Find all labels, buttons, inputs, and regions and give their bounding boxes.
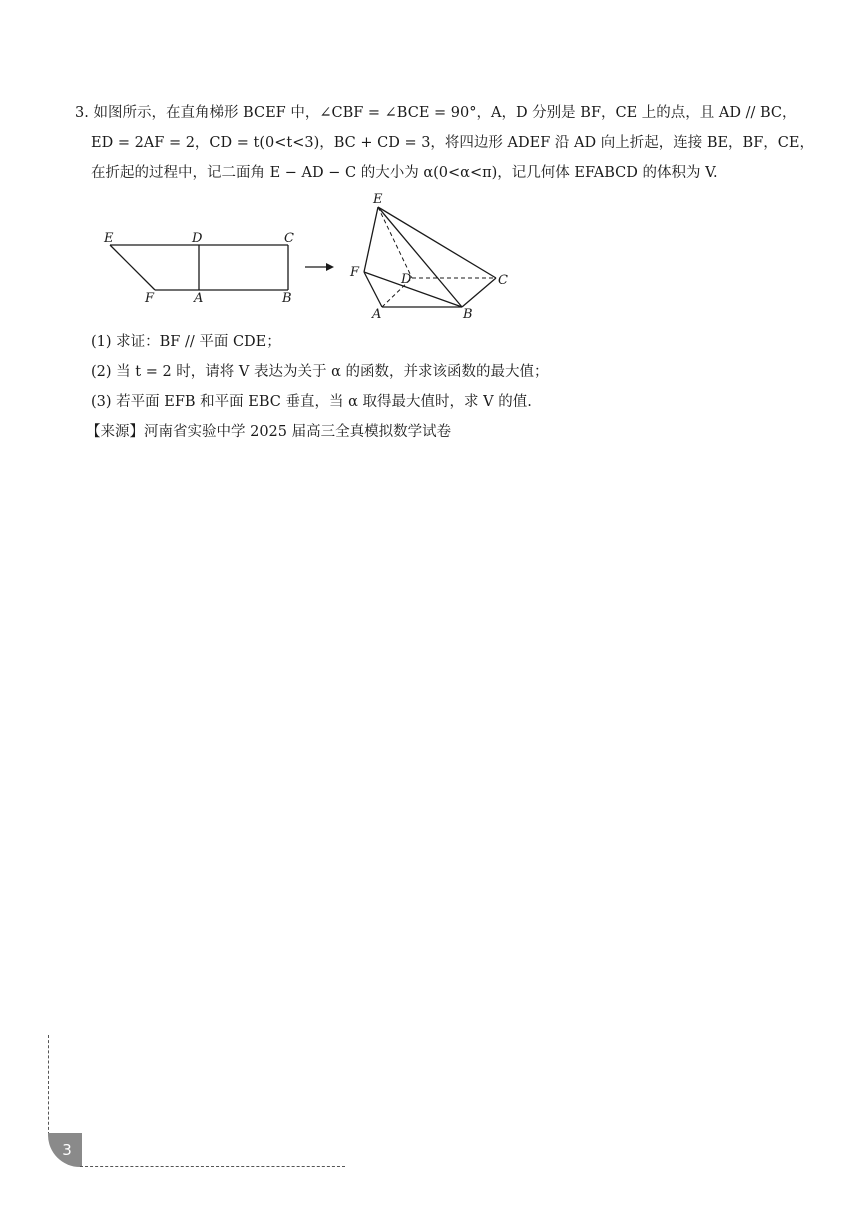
source-note: 【来源】河南省实验中学 2025 届高三全真模拟数学试卷 (86, 424, 452, 440)
page-corner-vertical-divider (48, 1035, 49, 1135)
geometry-figure (0, 0, 868, 340)
label-folded-d: D (401, 272, 412, 287)
edge-ef-folded (364, 207, 378, 272)
sub-question-3: (3) 若平面 EFB 和平面 EBC 垂直，当 α 取得最大值时，求 V 的值. (91, 394, 532, 410)
folded-solid-figure (349, 192, 508, 322)
label-folded-f: F (350, 265, 360, 280)
sub-question-2: (2) 当 t = 2 时，请将 V 表达为关于 α 的函数，并求该函数的最大值； (91, 364, 549, 380)
label-flat-e: E (104, 231, 114, 246)
edge-ef (110, 245, 155, 290)
label-folded-e: E (373, 192, 383, 207)
right-arrow-icon (305, 263, 334, 271)
edge-ec-folded (378, 207, 496, 278)
question-line-1: 3. 如图所示，在直角梯形 BCEF 中，∠CBF = ∠BCE = 90°，A，D 分别是 BF，CE 上的点，且 AD // BC， (75, 105, 797, 121)
label-flat-d: D (192, 231, 203, 246)
label-folded-c: C (498, 273, 508, 288)
label-flat-f: F (145, 291, 155, 306)
page-number-badge: 3 (48, 1133, 82, 1167)
label-flat-b: B (282, 291, 292, 306)
label-flat-a: A (194, 291, 204, 306)
sub-question-1: (1) 求证：BF // 平面 CDE； (91, 334, 281, 350)
edge-bc-folded (462, 278, 496, 307)
label-flat-c: C (284, 231, 294, 246)
label-folded-a: A (372, 307, 382, 322)
question-line-2: ED = 2AF = 2，CD = t(0<t<3)，BC + CD = 3，将四边形 ADEF 沿 AD 向上折起，连接 BE，BF，CE， (91, 135, 814, 151)
label-folded-b: B (463, 307, 473, 322)
page-corner-horizontal-divider (80, 1166, 345, 1167)
question-line-3: 在折起的过程中，记二面角 E − AD − C 的大小为 α(0<α<π)，记几何体 EFABCD 的体积为 V. (91, 165, 718, 181)
flat-trapezoid-figure (103, 231, 294, 306)
